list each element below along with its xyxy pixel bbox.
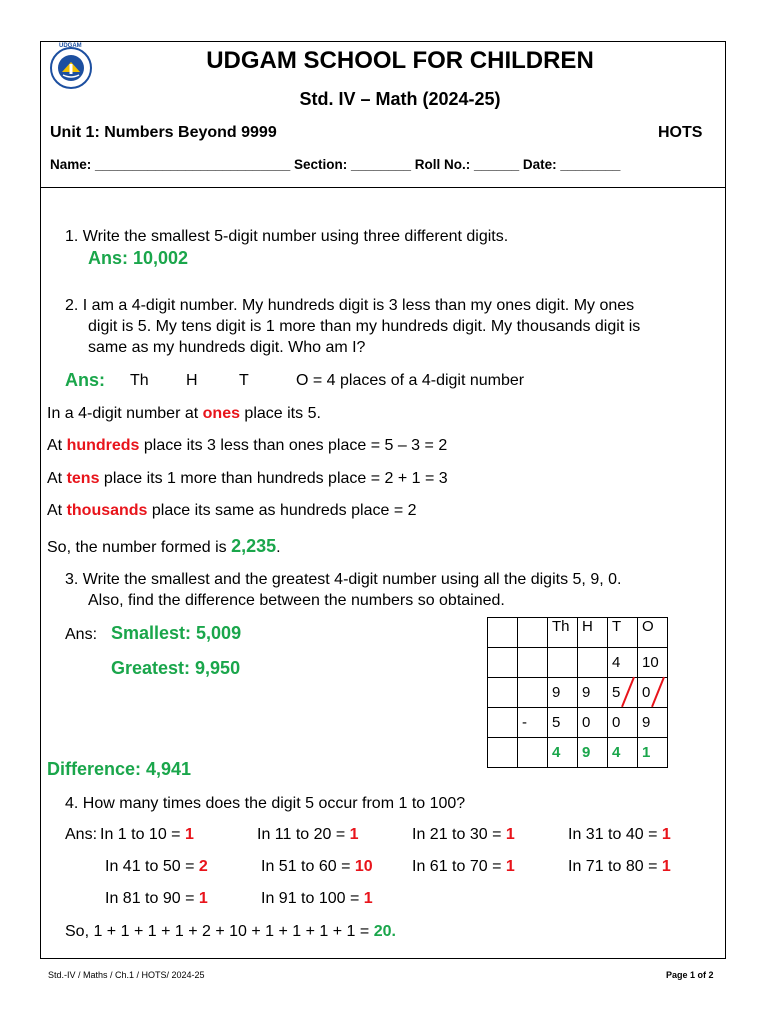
page-border [40, 41, 726, 959]
unit-title: Unit 1: Numbers Beyond 9999 [50, 124, 277, 141]
place-o-text: O = 4 places of a 4-digit number [296, 372, 525, 389]
table-cell: - [518, 708, 548, 738]
count-81-90: In 81 to 90 = 1 [105, 890, 208, 907]
header-divider [40, 187, 726, 188]
table-cell: 4 [608, 738, 638, 768]
subtraction-table [487, 617, 668, 768]
count-71-80: In 71 to 80 = 1 [568, 858, 671, 875]
count-51-60: In 51 to 60 = 10 [261, 858, 373, 875]
q2-line-ones: In a 4-digit number at ones place its 5. [47, 405, 321, 422]
count-11-20: In 11 to 20 = 1 [257, 826, 359, 843]
table-cell [518, 678, 548, 708]
footer-left: Std.-IV / Maths / Ch.1 / HOTS/ 2024-25 [48, 970, 205, 980]
table-row [488, 738, 668, 768]
place-h: H [186, 372, 198, 389]
table-cell: 0 [608, 708, 638, 738]
q2-ans-label: Ans: [65, 370, 105, 390]
table-cell: 9 [638, 708, 668, 738]
q2-line-tens: At tens place its 1 more than hundreds place = 2 + 1 = 3 [47, 470, 448, 487]
q3-difference: Difference: 4,941 [47, 759, 192, 779]
table-cell: 0 [578, 708, 608, 738]
q3-question-line2: Also, find the difference between the numbers so obtained. [88, 592, 505, 609]
table-cell [488, 648, 518, 678]
table-cell: 4 [548, 738, 578, 768]
logo-text: UDGAM [59, 43, 82, 49]
table-cell: 9 [578, 678, 608, 708]
table-cell: O [638, 618, 668, 648]
count-1-10: In 1 to 10 = 1 [100, 826, 194, 843]
q1-question: 1. Write the smallest 5-digit number using three different digits. [65, 228, 509, 245]
hots-tag: HOTS [658, 124, 703, 141]
table-cell: 5 [608, 678, 638, 708]
q4-sum: So, 1 + 1 + 1 + 1 + 2 + 10 + 1 + 1 + 1 + 1 = 20. [65, 923, 396, 940]
table-row [488, 708, 668, 738]
q4-question: 4. How many times does the digit 5 occur from 1 to 100? [65, 795, 466, 812]
table-cell: Th [548, 618, 578, 648]
table-cell: 0 [638, 678, 668, 708]
q3-question-line1: 3. Write the smallest and the greatest 4-digit number using all the digits 5, 9, 0. [65, 571, 622, 588]
table-cell [488, 738, 518, 768]
class-title: Std. IV – Math (2024-25) [299, 89, 501, 109]
place-t: T [239, 372, 249, 389]
count-31-40: In 31 to 40 = 1 [568, 826, 671, 843]
count-41-50: In 41 to 50 = 2 [105, 858, 208, 875]
q2-question-line2: digit is 5. My tens digit is 1 more than my hundreds digit. My thousands digit is [88, 318, 641, 335]
table-cell: 5 [548, 708, 578, 738]
table-cell [518, 618, 548, 648]
table-cell [488, 618, 518, 648]
table-cell [578, 648, 608, 678]
q3-greatest: Greatest: 9,950 [111, 658, 241, 678]
table-cell: 1 [638, 738, 668, 768]
q2-line-hundreds: At hundreds place its 3 less than ones place = 5 – 3 = 2 [47, 437, 448, 454]
table-cell: 4 [608, 648, 638, 678]
count-61-70: In 61 to 70 = 1 [412, 858, 515, 875]
table-cell [548, 648, 578, 678]
q2-result: So, the number formed is 2,235. [47, 536, 281, 556]
footer-page-number: Page 1 of 2 [666, 970, 714, 980]
table-row [488, 678, 668, 708]
table-cell [488, 708, 518, 738]
table-cell [518, 648, 548, 678]
q2-question-line1: 2. I am a 4-digit number. My hundreds digit is 3 less than my ones digit. My ones [65, 297, 635, 314]
table-cell: H [578, 618, 608, 648]
table-cell: 9 [548, 678, 578, 708]
q3-smallest: Smallest: 5,009 [111, 623, 242, 643]
table-cell: T [608, 618, 638, 648]
q2-question-line3: same as my hundreds digit. Who am I? [88, 339, 366, 356]
table-row [488, 648, 668, 678]
table-cell: 9 [578, 738, 608, 768]
table-cell: 10 [638, 648, 668, 678]
table-row [488, 618, 668, 648]
q2-line-thousands: At thousands place its same as hundreds place = 2 [47, 502, 417, 519]
table-cell [488, 678, 518, 708]
q4-ans-label: Ans: [65, 826, 98, 843]
count-21-30: In 21 to 30 = 1 [412, 826, 515, 843]
student-fields: Name: __________________________ Section: ________ Roll No.: ______ Date: ________ [50, 157, 621, 172]
school-name: UDGAM SCHOOL FOR CHILDREN [206, 47, 594, 74]
q1-answer: Ans: 10,002 [88, 248, 189, 268]
table-cell [518, 738, 548, 768]
q3-ans-label: Ans: [65, 626, 98, 643]
place-th: Th [130, 372, 149, 389]
count-91-100: In 91 to 100 = 1 [261, 890, 373, 907]
